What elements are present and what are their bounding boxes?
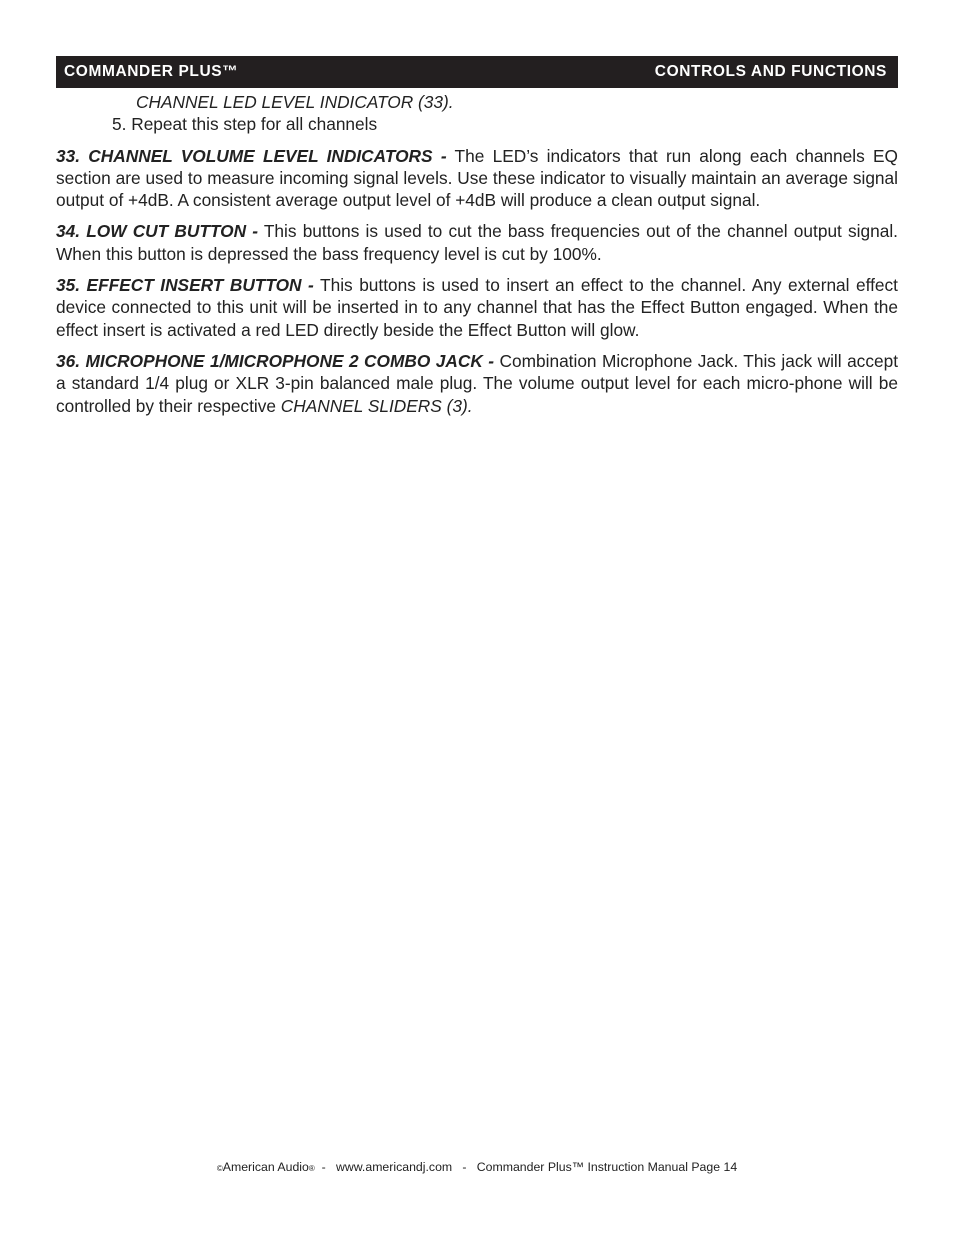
item-35-body: This buttons is used to insert an effect to the channel. Any external effect device connected to this unit will be inserted in to any channel that has the Effect Button engaged. When the effect insert is activated a red LED directly beside the Effect Button will glow. [56,275,898,340]
item-33-body: The LED’s indicators that run along each channels EQ section are used to measure incoming signal levels. Use these indicator to visually maintain an average signal output of +4dB. A consistent average output level of +4dB will produce a clean output signal. [56,145,898,211]
page-content [56,91,898,417]
step-continued-text: CHANNEL LED LEVEL INDICATOR (33). [136,92,454,112]
footer-brand: American Audio [222,1160,309,1174]
item-36-body: Combination Microphone Jack. This jack will accept a standard 1/4 plug or XLR 3-pin balanced male plug. The volume output level for each micro-phone will be controlled by their respective [56,350,898,416]
header-section-title: CONTROLS AND FUNCTIONS [654,63,887,80]
header-product-title: COMMANDER PLUS™ [64,63,239,80]
item-36-reference: CHANNEL SLIDERS (3). [280,395,473,416]
item-36-paragraph [56,350,898,417]
item-33-paragraph [56,145,898,212]
footer-copyright-mark: © [216,1164,223,1173]
footer-registered-mark: ® [308,1164,315,1173]
step-5-text: 5. Repeat this step for all channels [112,114,378,135]
item-34-paragraph [56,220,898,265]
item-35-heading: 35. EFFECT INSERT BUTTON - [56,275,314,296]
item-34-heading: 34. LOW CUT BUTTON - [56,221,258,242]
item-33-heading: 33. CHANNEL VOLUME LEVEL INDICATORS - [56,145,447,166]
page-footer [0,1160,954,1174]
item-35-paragraph [56,274,898,341]
header-bar [56,56,898,88]
item-36-heading: 36. MICROPHONE 1/MICROPHONE 2 COMBO JACK - [56,350,495,371]
item-34-body: This buttons is used to cut the bass frequencies out of the channel output signal. When this button is depressed the bass frequency level is cut by 100%. [56,221,898,264]
footer-text: - www.americandj.com - Commander Plus™ Instruction Manual Page 14 [314,1160,738,1174]
